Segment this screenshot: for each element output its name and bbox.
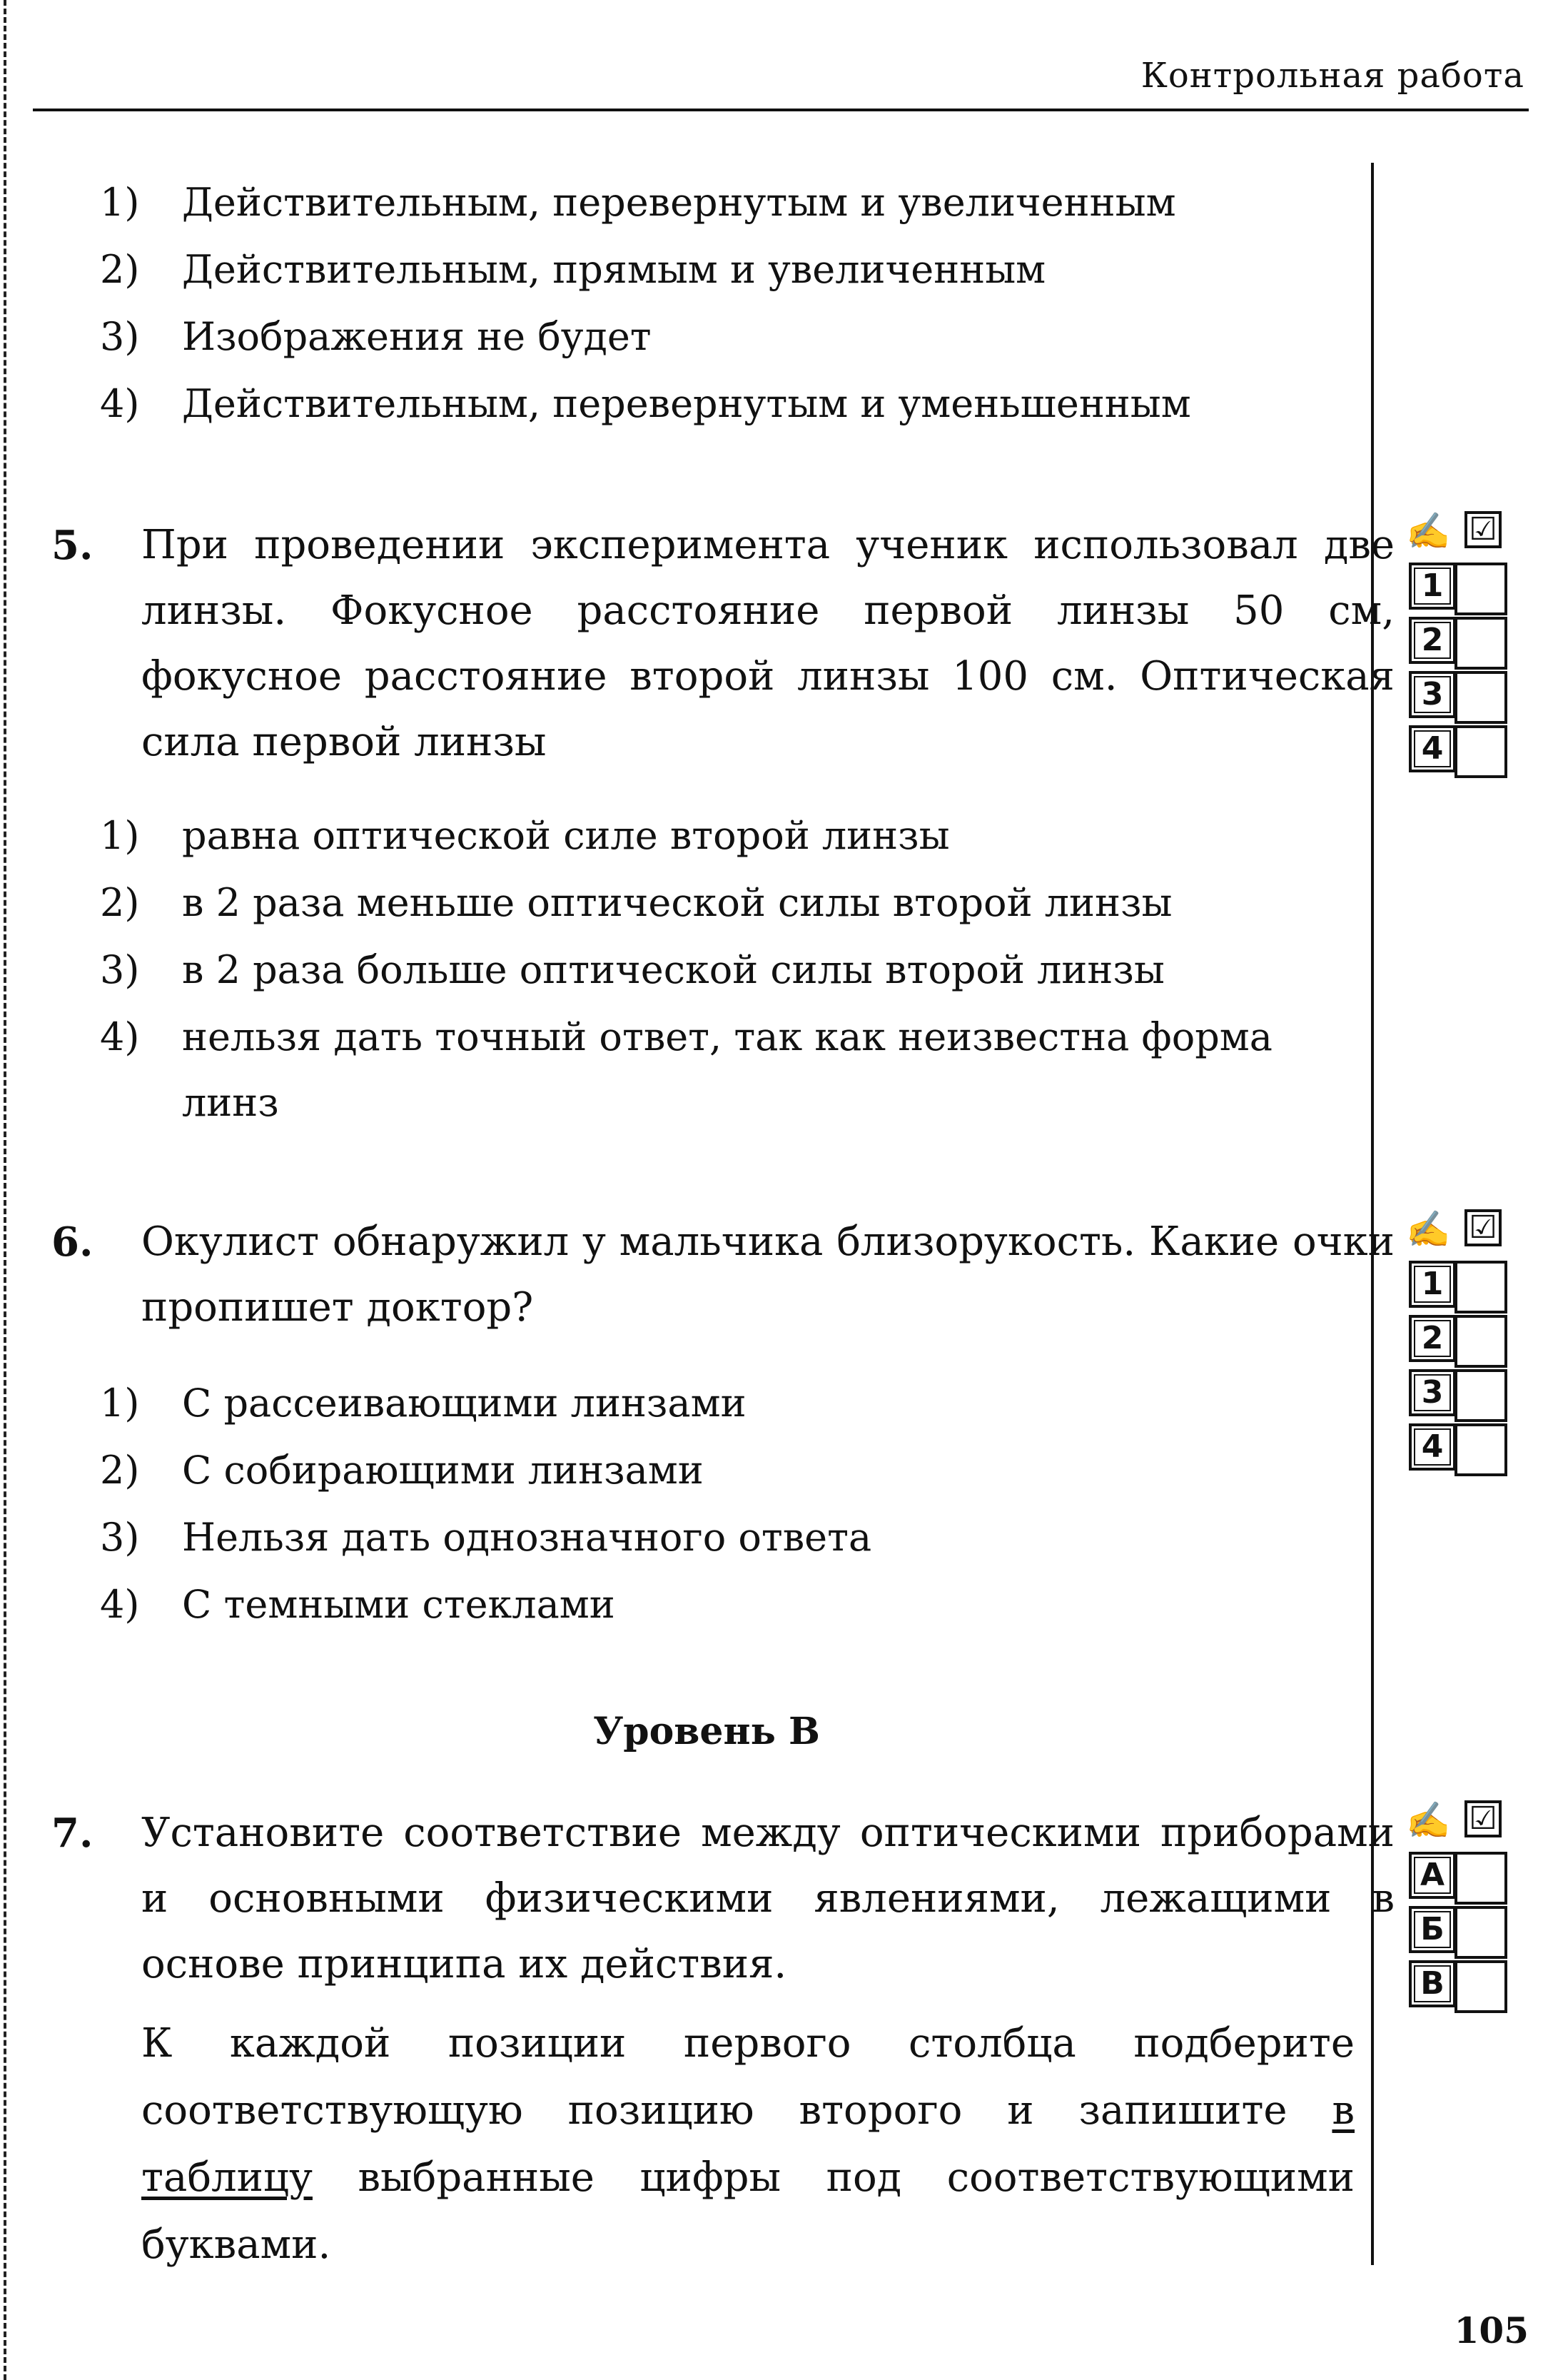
- answer-box[interactable]: [1455, 1906, 1507, 1959]
- answer-box[interactable]: [1455, 725, 1507, 778]
- option-label: 2: [1409, 617, 1456, 664]
- q7-instructions: К каждой позиции первого столбца подберите соответствующую позицию второго и запишите в таблицу выбранные цифры под соответствующими буквами.: [141, 2020, 1355, 2268]
- pen-icon: ✍: [1406, 1800, 1451, 1841]
- pen-icon: ✍: [1406, 510, 1451, 552]
- question-text: Установите соответствие между оптическими приборами и основными физическими явлениями, лежащими в основе принципа их действия.: [141, 1810, 1395, 1987]
- option-label: 4: [1409, 725, 1456, 772]
- answer-box[interactable]: [1455, 617, 1507, 670]
- option-label: 3: [1409, 1369, 1456, 1416]
- table-link-text: в таблицу: [141, 2087, 1355, 2201]
- checkbox-icon: ☑: [1464, 1800, 1502, 1837]
- option-label: 2: [1409, 1315, 1456, 1362]
- answer-box[interactable]: [1455, 671, 1507, 724]
- option-label: 1: [1409, 1261, 1456, 1308]
- option-label: В: [1409, 1960, 1456, 2007]
- page-header-title: Контрольная работа: [1140, 56, 1524, 96]
- question-text: При проведении эксперимента ученик использовал две линзы. Фокусное расстояние первой линзы 50 см, фокусное расстояние второй линзы 100 см. Оптическая сила первой линзы: [141, 522, 1395, 765]
- answer-box[interactable]: [1455, 1261, 1507, 1313]
- checkbox-icon: ☑: [1464, 511, 1502, 548]
- answer-box[interactable]: [1455, 1315, 1507, 1368]
- option-label: 3: [1409, 671, 1456, 718]
- option-label: 4: [1409, 1423, 1456, 1471]
- header-divider: [33, 109, 1529, 111]
- answer-panel-q6: [1400, 1206, 1522, 1473]
- pen-icon: ✍: [1406, 1209, 1451, 1250]
- answer-panel-q5: [1400, 508, 1522, 775]
- question-number: 5.: [51, 522, 93, 569]
- option-label: А: [1409, 1852, 1456, 1899]
- cut-line: [4, 0, 6, 2380]
- question-number: 6.: [51, 1219, 93, 1266]
- answer-box[interactable]: [1455, 1852, 1507, 1905]
- level-heading: Уровень В: [593, 1710, 820, 1753]
- answer-panel-q7: [1400, 1797, 1522, 2010]
- answer-box[interactable]: [1455, 1369, 1507, 1422]
- option-label: 1: [1409, 563, 1456, 610]
- page-number: 105: [1454, 2309, 1529, 2351]
- answer-box[interactable]: [1455, 1423, 1507, 1476]
- question-number: 7.: [51, 1810, 93, 1857]
- answer-box[interactable]: [1455, 1960, 1507, 2013]
- checkbox-icon: ☑: [1464, 1209, 1502, 1246]
- answer-box[interactable]: [1455, 563, 1507, 615]
- question-text: Окулист обнаружил у мальчика близорукость. Какие очки пропишет доктор?: [141, 1219, 1395, 1331]
- option-label: Б: [1409, 1906, 1456, 1953]
